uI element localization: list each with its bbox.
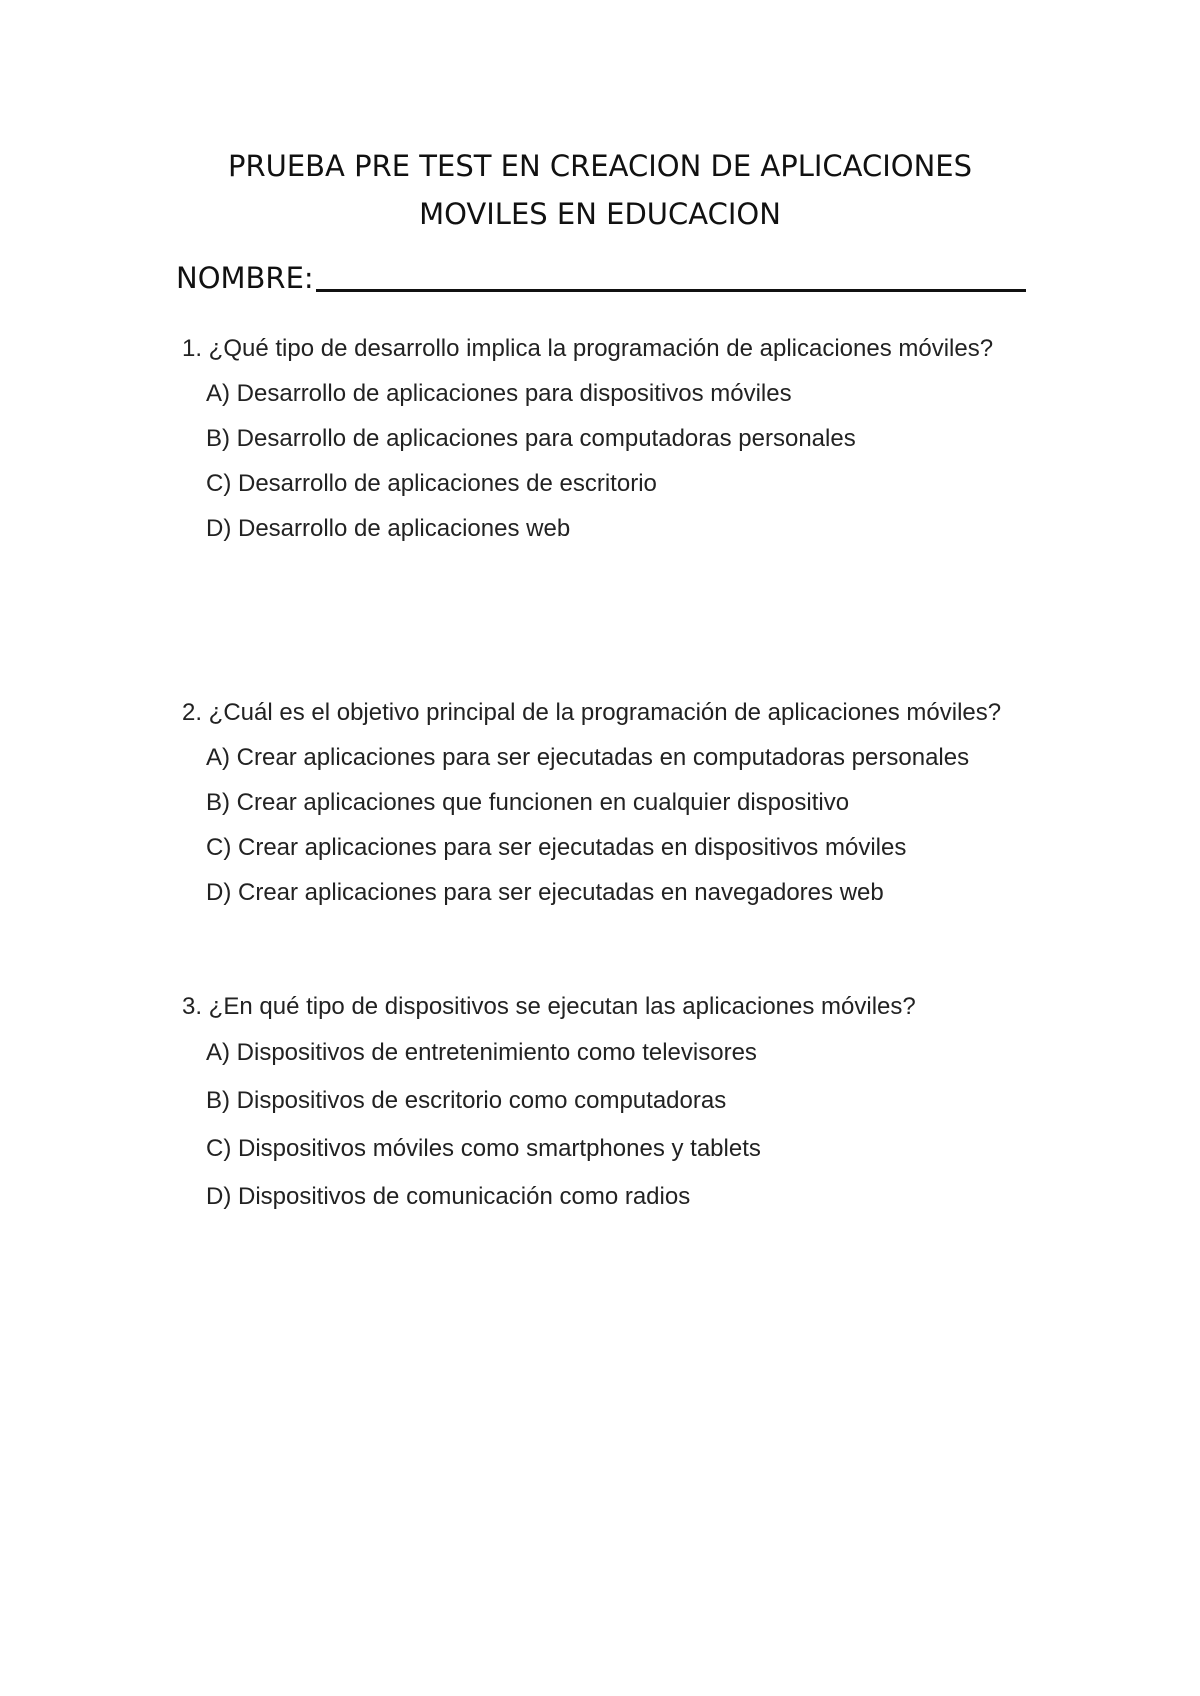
question-1-option-c: C) Desarrollo de aplicaciones de escritorio — [206, 470, 657, 497]
question-2-option-b: B) Crear aplicaciones que funcionen en cualquier dispositivo — [206, 789, 850, 816]
question-1-text: 1. ¿Qué tipo de desarrollo implica la programación de aplicaciones móviles? — [182, 335, 994, 362]
name-field — [176, 258, 1026, 298]
question-2-option-d: D) Crear aplicaciones para ser ejecutadas en navegadores web — [206, 879, 884, 906]
question-3-option-b: B) Dispositivos de escritorio como computadoras — [206, 1087, 727, 1114]
name-blank-line — [316, 259, 1026, 292]
name-label: NOMBRE: — [176, 261, 314, 295]
question-2-option-a: A) Crear aplicaciones para ser ejecutadas en computadoras personales — [206, 744, 970, 771]
question-1-option-b: B) Desarrollo de aplicaciones para computadoras personales — [206, 425, 856, 452]
question-3 — [182, 984, 1042, 1221]
question-2-text: 2. ¿Cuál es el objetivo principal de la programación de aplicaciones móviles? — [182, 699, 1002, 726]
question-2-options — [182, 735, 1042, 915]
question-3-option-a: A) Dispositivos de entretenimiento como televisores — [206, 1039, 757, 1066]
question-3-option-c: C) Dispositivos móviles como smartphones y tablets — [206, 1135, 761, 1162]
question-3-text: 3. ¿En qué tipo de dispositivos se ejecutan las aplicaciones móviles? — [182, 993, 916, 1020]
question-2 — [182, 690, 1042, 915]
question-2-option-c: C) Crear aplicaciones para ser ejecutadas en dispositivos móviles — [206, 834, 907, 861]
question-1 — [182, 326, 1042, 551]
question-3-options — [182, 1029, 1042, 1221]
question-1-options — [182, 371, 1042, 551]
question-1-option-a: A) Desarrollo de aplicaciones para dispositivos móviles — [206, 380, 792, 407]
question-3-option-d: D) Dispositivos de comunicación como radios — [206, 1183, 691, 1210]
title-line-2: MOVILES EN EDUCACION — [419, 197, 781, 231]
question-1-option-d: D) Desarrollo de aplicaciones web — [206, 515, 571, 542]
page-title — [0, 142, 1200, 238]
title-line-1: PRUEBA PRE TEST EN CREACION DE APLICACIONES — [227, 149, 973, 183]
